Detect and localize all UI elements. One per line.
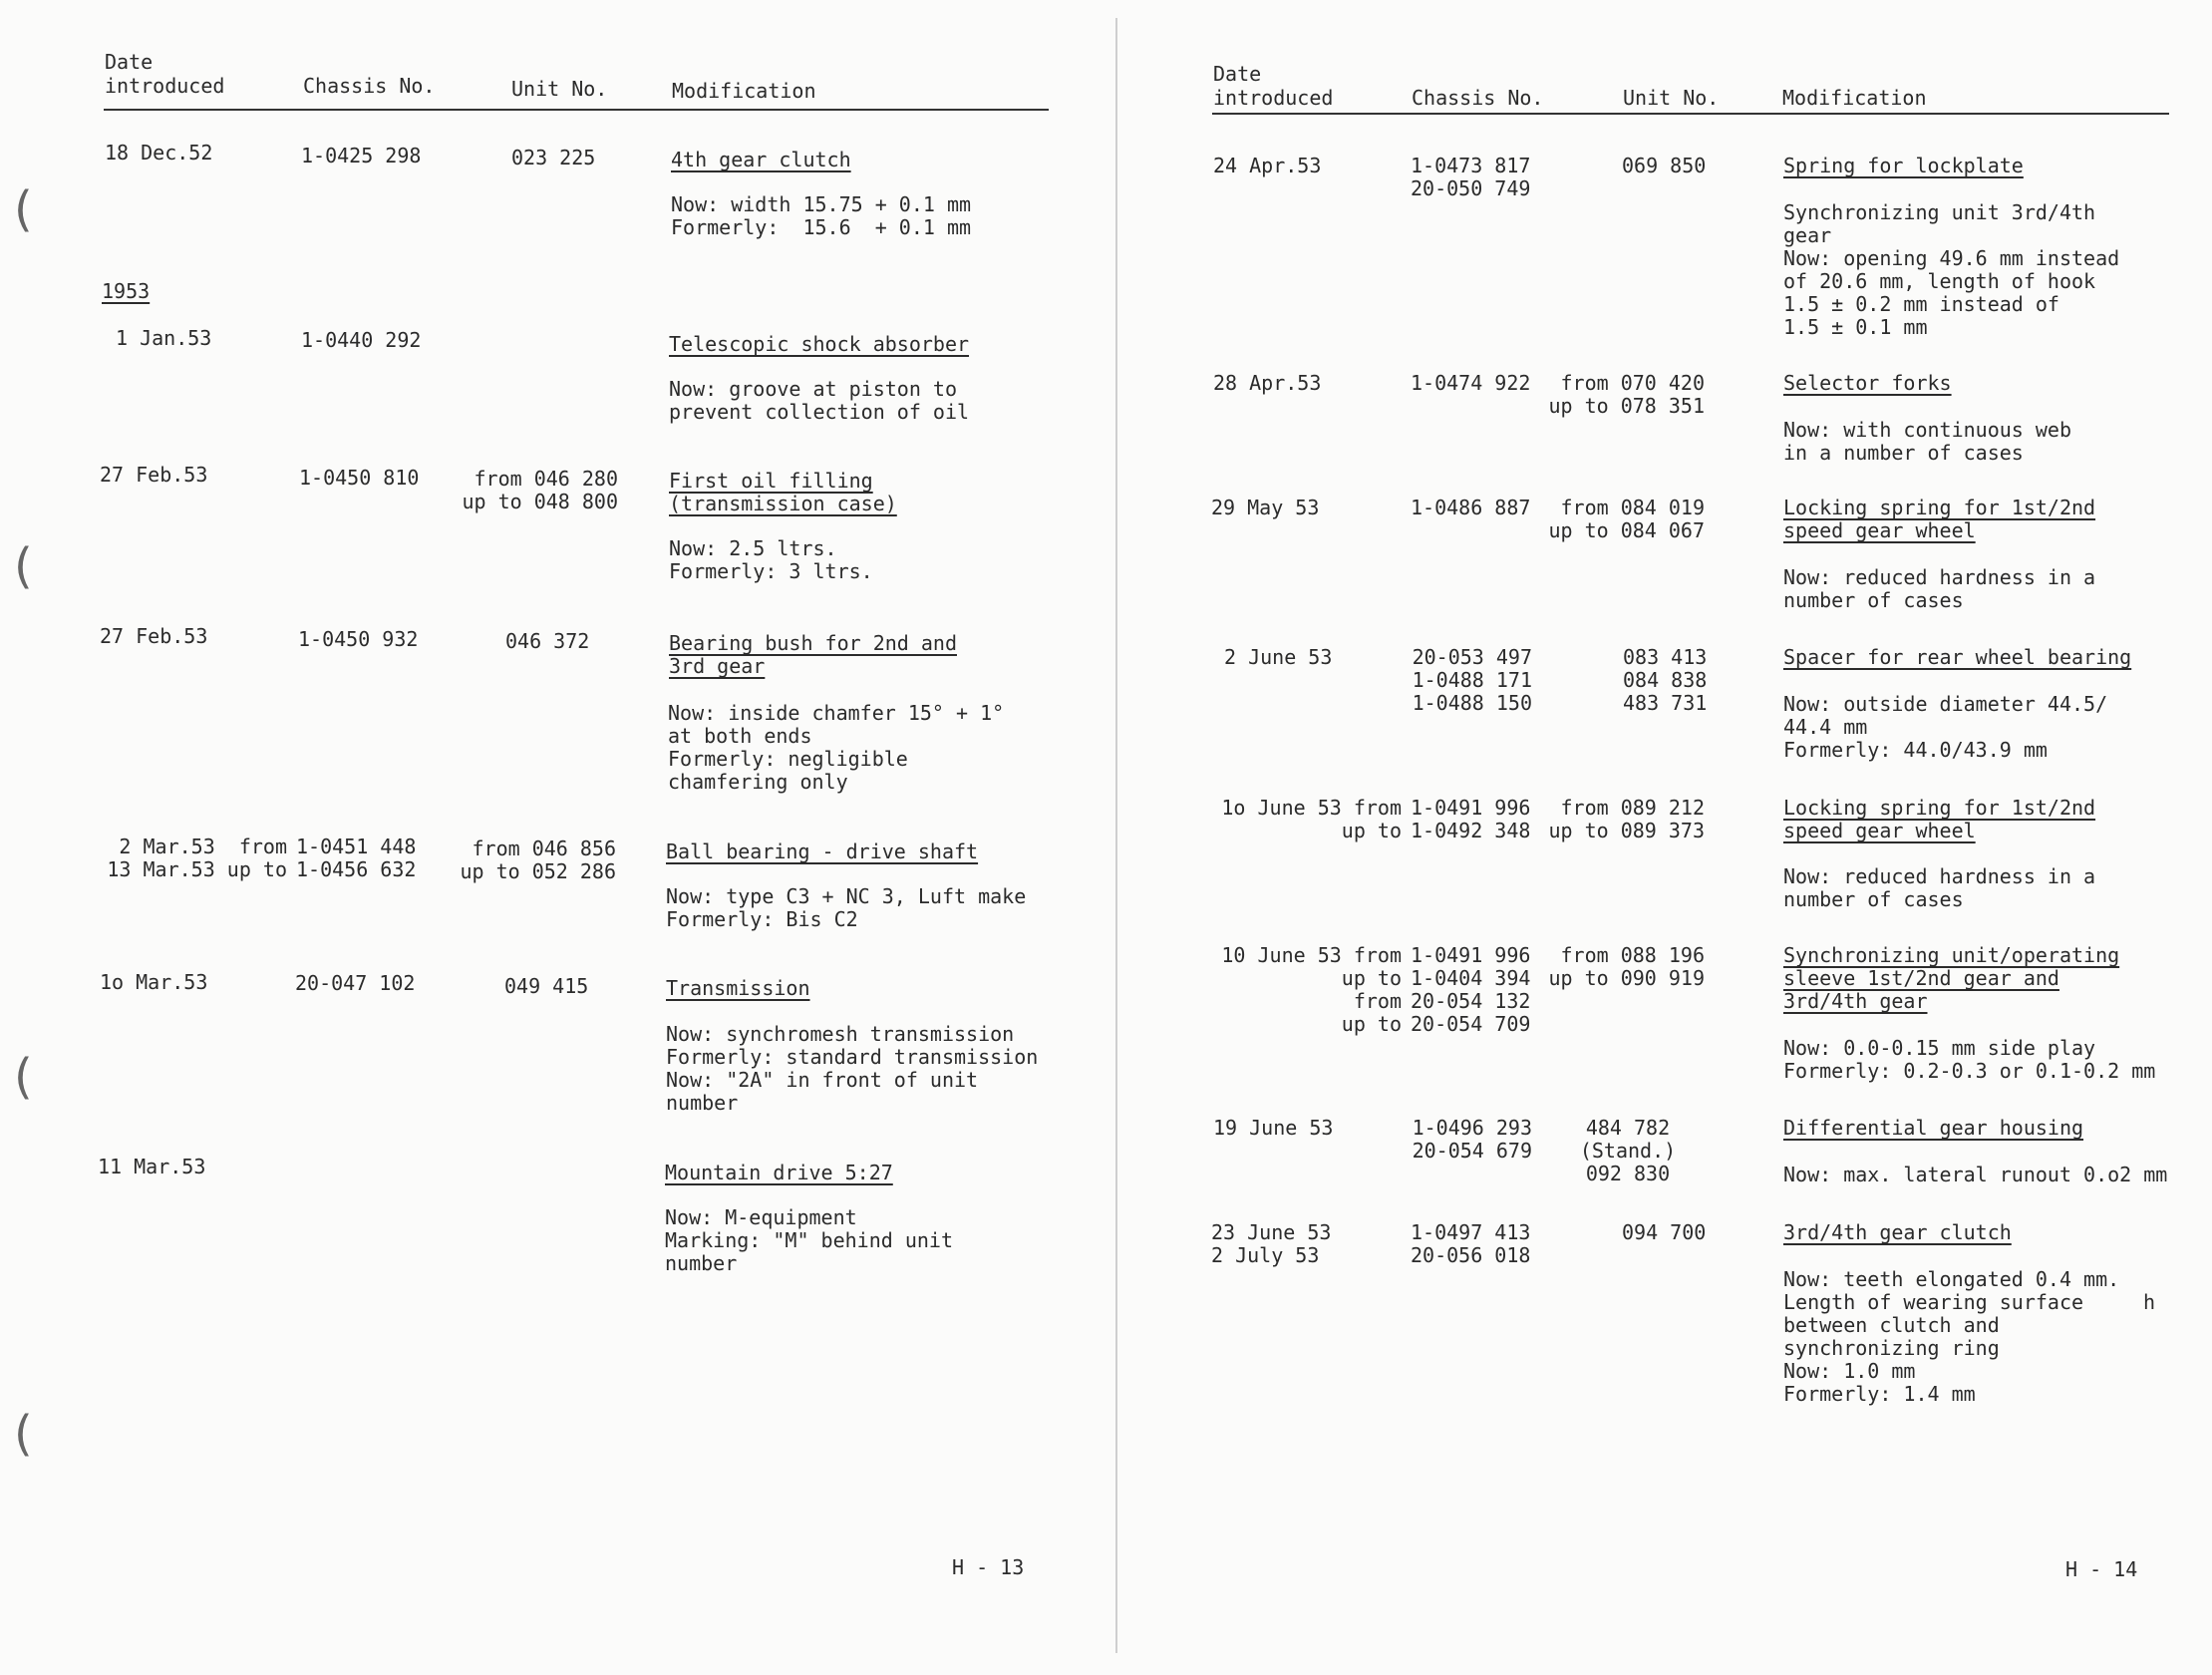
entry-date: 1 Jan.53 <box>116 326 212 350</box>
entry-unit: from 070 420 up to 078 351 <box>1548 371 1705 418</box>
entry-title: Transmission <box>666 976 810 1000</box>
entry-body: Now: 0.0-0.15 mm side play Formerly: 0.2-0.3 or 0.1-0.2 mm <box>1783 1036 2156 1083</box>
entry-unit: 094 700 <box>1622 1220 1707 1244</box>
entry-unit: 046 372 <box>505 629 590 653</box>
entry-title: Bearing bush for 2nd and 3rd gear <box>669 631 957 678</box>
entry-date: 29 May 53 <box>1211 496 1320 519</box>
entry-date: 28 Apr.53 <box>1213 371 1322 395</box>
entry-body: Now: width 15.75 + 0.1 mm Formerly: 15.6 + 0.1 mm <box>671 192 972 239</box>
hole-punch-mark: ( <box>14 1406 33 1462</box>
entry-chassis: 1-0450 932 <box>298 627 419 651</box>
entry-body: Now: reduced hardness in a number of cases <box>1783 565 2096 612</box>
header-date: Date introduced <box>105 50 225 98</box>
entry-title: Differential gear housing <box>1783 1116 2084 1140</box>
entry-title: Locking spring for 1st/2nd speed gear wheel <box>1783 796 2096 842</box>
entry-title: 4th gear clutch <box>671 148 851 171</box>
entry-chassis: 1-0451 448 1-0456 632 <box>296 835 417 881</box>
entry-date: 2 Mar.53 from 13 Mar.53 up to <box>107 835 287 881</box>
entry-date: 1o Mar.53 <box>100 970 208 994</box>
entry-unit: from 046 856 up to 052 286 <box>460 837 616 883</box>
year-heading: 1953 <box>102 279 151 303</box>
entry-chassis: 1-0425 298 <box>301 144 422 168</box>
entry-title: Mountain drive 5:27 <box>665 1161 893 1184</box>
entry-title: Spring for lockplate <box>1783 154 2024 177</box>
entry-body: Now: with continuous web in a number of cases <box>1783 418 2071 465</box>
hole-punch-mark: ( <box>14 181 33 237</box>
entry-date: 24 Apr.53 <box>1213 154 1322 177</box>
entry-title: Ball bearing - drive shaft <box>666 839 979 863</box>
entry-body: Now: max. lateral runout 0.o2 mm <box>1783 1163 2168 1186</box>
entry-body: Synchronizing unit 3rd/4th gear Now: opening 49.6 mm instead of 20.6 mm, length of hook 1.5 ± 0.2 mm instead of 1.5 ± 0.1 mm <box>1783 200 2120 339</box>
entry-unit: 069 850 <box>1622 154 1707 177</box>
right-page <box>1118 0 2212 1675</box>
entry-unit: 023 225 <box>511 146 596 169</box>
entry-body: Now: reduced hardness in a number of cases <box>1783 864 2096 911</box>
entry-date: 19 June 53 <box>1213 1116 1334 1140</box>
entry-date: 10 June 53 from up to from up to <box>1221 943 1402 1036</box>
header-modification: Modification <box>1782 86 1927 110</box>
entry-chassis: 20-047 102 <box>295 971 416 995</box>
page-number: H - 14 <box>2065 1557 2138 1581</box>
stray-mark: h <box>2143 1290 2156 1314</box>
entry-chassis: 1-0491 996 1-0404 394 20-054 132 20-054 709 <box>1411 943 1531 1036</box>
entry-title: 3rd/4th gear clutch <box>1783 1220 2012 1244</box>
entry-title: Spacer for rear wheel bearing <box>1783 645 2132 669</box>
entry-chassis: 1-0440 292 <box>301 328 422 352</box>
entry-chassis: 1-0474 922 <box>1411 371 1531 395</box>
entry-date: 2 June 53 <box>1224 645 1333 669</box>
entry-unit: from 046 280 up to 048 800 <box>462 467 618 513</box>
header-date: Date introduced <box>1213 62 1334 110</box>
entry-date: 18 Dec.52 <box>105 141 213 165</box>
entry-date: 11 Mar.53 <box>98 1155 206 1178</box>
entry-chassis: 1-0473 817 20-050 749 <box>1411 154 1531 200</box>
entry-title: Telescopic shock absorber <box>669 332 970 356</box>
entry-chassis: 1-0450 810 <box>299 466 420 490</box>
header-rule <box>1212 113 2169 115</box>
entry-body: Now: type C3 + NC 3, Luft make Formerly: Bis C2 <box>666 884 1027 931</box>
entry-body: Now: groove at piston to prevent collection of oil <box>669 377 970 424</box>
hole-punch-mark: ( <box>14 538 33 594</box>
entry-unit: 484 782 (Stand.) 092 830 <box>1579 1116 1677 1185</box>
header-modification: Modification <box>672 79 816 103</box>
entry-unit: 083 413 084 838 483 731 <box>1623 645 1708 715</box>
entry-date: 27 Feb.53 <box>100 463 208 487</box>
entry-title: First oil filling (transmission case) <box>669 469 897 515</box>
header-unit: Unit No. <box>1623 86 1720 110</box>
entry-date: 23 June 53 2 July 53 <box>1211 1220 1332 1267</box>
entry-title: Selector forks <box>1783 371 1952 395</box>
hole-punch-mark: ( <box>14 1049 33 1105</box>
entry-body: Now: 2.5 ltrs. Formerly: 3 ltrs. <box>669 536 873 583</box>
entry-body: Now: outside diameter 44.5/ 44.4 mm Formerly: 44.0/43.9 mm <box>1783 692 2108 762</box>
header-chassis: Chassis No. <box>1412 86 1544 110</box>
entry-title: Synchronizing unit/operating sleeve 1st/2nd gear and 3rd/4th gear <box>1783 943 2120 1013</box>
entry-body: Now: teeth elongated 0.4 mm. Length of wearing surface between clutch and synchronizing ring Now: 1.0 mm Formerly: 1.4 mm <box>1783 1267 2120 1406</box>
entry-date: 27 Feb.53 <box>100 624 208 648</box>
entry-title: Locking spring for 1st/2nd speed gear wheel <box>1783 496 2096 542</box>
entry-chassis: 1-0497 413 20-056 018 <box>1411 1220 1531 1267</box>
entry-chassis: 1-0496 293 20-054 679 <box>1412 1116 1532 1163</box>
entry-chassis: 1-0486 887 <box>1411 496 1531 519</box>
header-chassis: Chassis No. <box>303 74 436 98</box>
entry-chassis: 20-053 497 1-0488 171 1-0488 150 <box>1412 645 1532 715</box>
entry-unit: 049 415 <box>504 974 589 998</box>
header-rule <box>104 109 1049 111</box>
page-number: H - 13 <box>952 1555 1025 1579</box>
entry-body: Now: synchromesh transmission Formerly: standard transmission Now: "2A" in front of unit number <box>666 1022 1039 1115</box>
entry-body: Now: inside chamfer 15° + 1° at both ends Formerly: negligible chamfering only <box>668 701 1005 794</box>
entry-unit: from 088 196 up to 090 919 <box>1548 943 1705 990</box>
entry-chassis: 1-0491 996 1-0492 348 <box>1411 796 1531 842</box>
entry-date: 1o June 53 from up to <box>1221 796 1402 842</box>
entry-unit: from 084 019 up to 084 067 <box>1548 496 1705 542</box>
spine-divider <box>1115 18 1117 1653</box>
entry-unit: from 089 212 up to 089 373 <box>1548 796 1705 842</box>
header-unit: Unit No. <box>511 77 608 101</box>
entry-body: Now: M-equipment Marking: "M" behind unit number <box>665 1205 953 1275</box>
